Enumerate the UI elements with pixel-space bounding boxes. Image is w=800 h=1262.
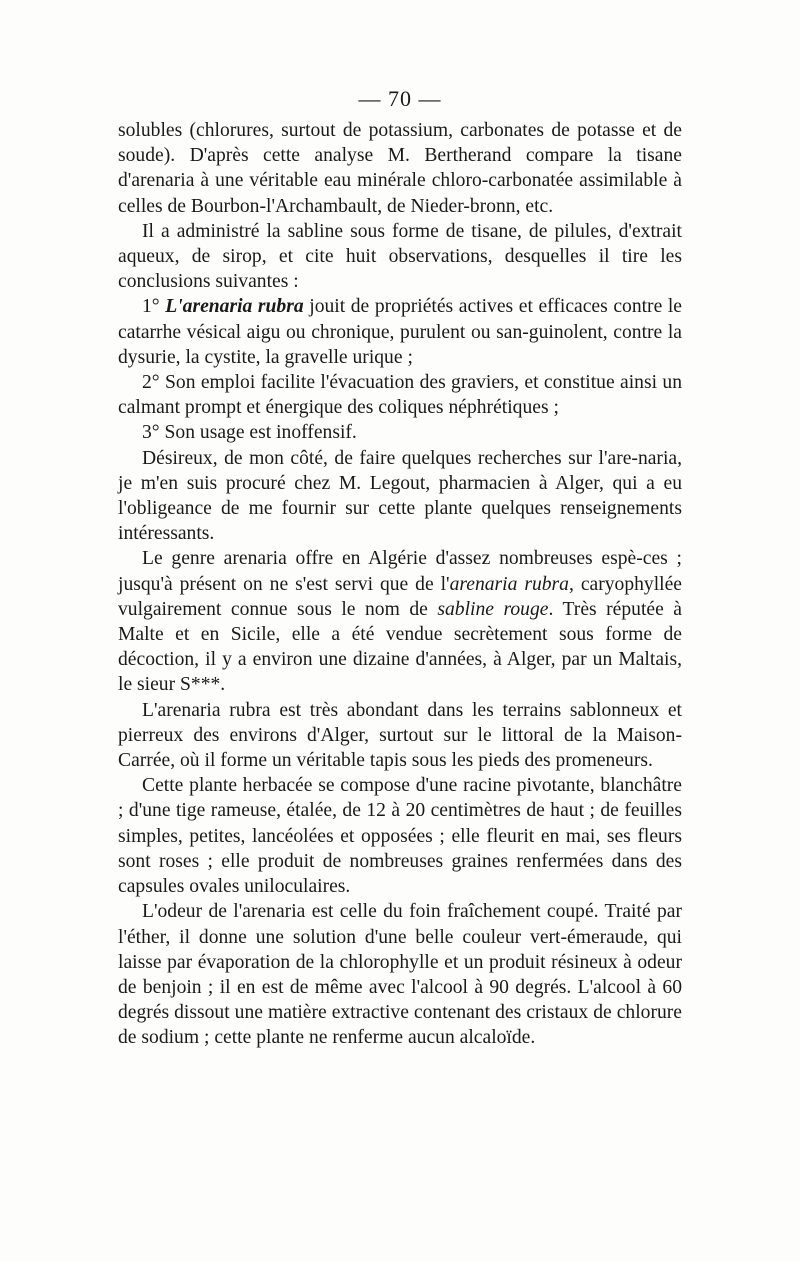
paragraph [118, 370, 682, 420]
text-run: L'arenaria rubra [165, 296, 304, 318]
paragraph [118, 446, 682, 547]
text-run: L'arenaria rubra est très abondant dans les terrains sablonneux et pierreux des environs d'Alger, surtout sur le littoral de la Maison-Carrée, où il forme un véritable tapis sous les pieds des promeneurs. [118, 699, 682, 772]
text-run: solubles (chlorures, surtout de potassium, carbonates de potasse et de soude). D'après cette analyse M. Bertherand compare la tisane d'arenaria à une véritable eau minérale chloro-carbonatée assimilable à celles de Bourbon-l'Archambault, de Nieder-bronn, etc. [118, 120, 682, 217]
paragraph [118, 219, 682, 295]
text-run: . Très réputée à Malte et en Sicile, elle a été vendue secrètement sous forme de décoction, il y a environ une dizaine d'années, à Alger, par un Maltais, le sieur S***. [118, 598, 683, 696]
paragraph [118, 773, 682, 899]
text-run: Le genre arenaria offre en Algérie d'assez nombreuses espè-ces ; jusqu'à présent on ne s'est servi que de l' [118, 548, 682, 595]
text-run: Il a administré la sabline sous forme de tisane, de pilules, d'extrait aqueux, de sirop, et cite huit observations, desquelles il tire les conclusions suivantes : [118, 220, 682, 293]
body-text [118, 118, 682, 1051]
text-run: 3° Son usage est inoffensif. [142, 422, 357, 444]
text-run: jouit de propriétés actives et efficaces contre le catarrhe vésical aigu ou chronique, purulent ou san-guinolent, contre la dysurie, la cystite, la gravelle urique ; [118, 296, 683, 368]
paragraph [118, 899, 682, 1050]
paragraph [118, 118, 682, 219]
text-run: arenaria rubra [449, 573, 569, 595]
text-run: Cette plante herbacée se compose d'une racine pivotante, blanchâtre ; d'une tige rameuse, étalée, de 12 à 20 centimètres de haut ; de feuilles simples, petites, lancéolées et opposées ; elle fleurit en mai, ses fleurs sont roses ; elle produit de nombreuses graines renfermées dans des capsules ovales uniloculaires. [118, 775, 682, 898]
text-run: L'odeur de l'arenaria est celle du foin fraîchement coupé. Traité par l'éther, il donne une solution d'une belle couleur vert-émeraude, qui laisse par évaporation de la chlorophylle et un produit résineux à odeur de benjoin ; il en est de même avec l'alcool à 90 degrés. L'alcool à 60 degrés dissout une matière extractive contenant des cristaux de chlorure de sodium ; cette plante ne renferme aucun alcaloïde. [118, 901, 682, 1049]
text-run: 2° Son emploi facilite l'évacuation des graviers, et constitue ainsi un calmant prompt et énergique des coliques néphrétiques ; [118, 372, 682, 419]
paragraph [118, 698, 682, 774]
text-run: , caryophyllée vulgairement connue sous le nom de [118, 573, 682, 620]
text-run: 1° [142, 296, 166, 318]
paragraph [118, 546, 682, 697]
paragraph [118, 420, 682, 445]
paragraph [118, 294, 682, 370]
text-run: sabline rouge [437, 598, 549, 620]
page-number: — 70 — [358, 86, 442, 111]
text-run: Désireux, de mon côté, de faire quelques recherches sur l'are-naria, je m'en suis procuré chez M. Legout, pharmacien à Alger, qui a eu l'obligeance de me fournir sur cette plante quelques renseignements intéressants. [118, 447, 682, 545]
